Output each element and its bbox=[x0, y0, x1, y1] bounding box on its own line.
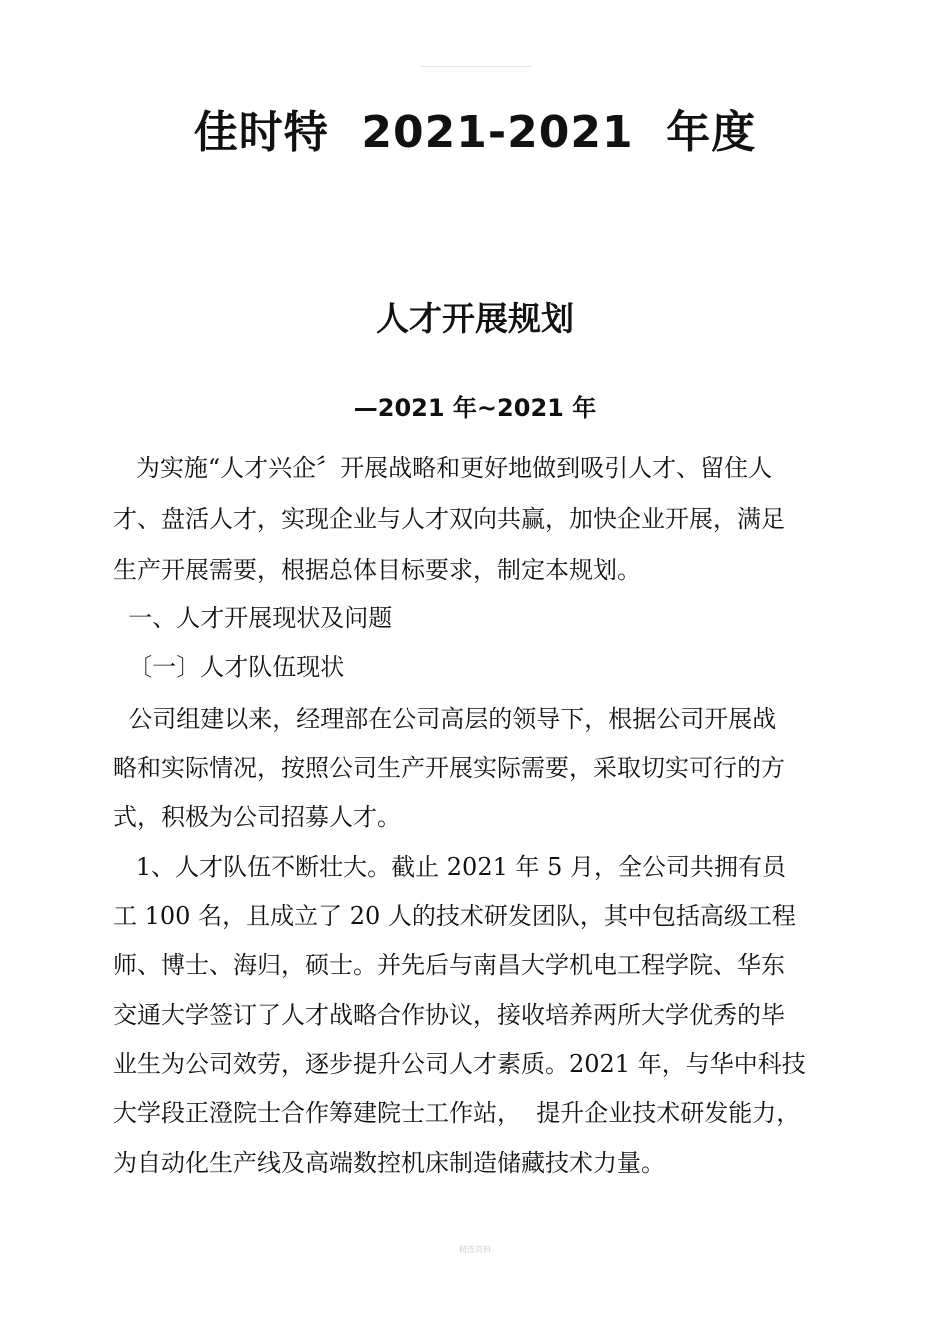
document-title: 佳时特 2021-2021 年度 bbox=[193, 107, 757, 158]
paragraph-line: 1、人才队伍不断壮大。截止 2021 年 5 月，全公司共拥有员 bbox=[113, 853, 787, 881]
paragraph-line: 生产开展需要，根据总体目标要求，制定本规划。 bbox=[113, 556, 641, 584]
paragraph-line: 略和实际情况，按照公司生产开展实际需要，采取切实可行的方 bbox=[113, 754, 785, 782]
paragraph-line: 交通大学签订了人才战略合作协议，接收培养两所大学优秀的毕 bbox=[113, 1001, 785, 1029]
paragraph-line: 式，积极为公司招募人才。 bbox=[113, 803, 401, 831]
header-rule bbox=[420, 66, 532, 67]
paragraph-line: 公司组建以来，经理部在公司高层的领导下，根据公司开展战 bbox=[113, 705, 777, 733]
paragraph-line: 为自动化生产线及高端数控机床制造储藏技术力量。 bbox=[113, 1149, 665, 1177]
footer-watermark: 精选资料 bbox=[459, 1245, 491, 1254]
paragraph-line: 为实施“人才兴企〞开展战略和更好地做到吸引人才、留住人 bbox=[113, 454, 773, 482]
paragraph-line: 业生为公司效劳，逐步提升公司人才素质。2021 年，与华中科技 bbox=[113, 1050, 806, 1078]
paragraph-line: 才、盘活人才，实现企业与人才双向共赢，加快企业开展，满足 bbox=[113, 505, 785, 533]
section-heading: 一、人才开展现状及问题 bbox=[113, 604, 393, 632]
subsection-heading: 〔一〕人才队伍现状 bbox=[113, 653, 345, 681]
paragraph-line: 工 100 名，且成立了 20 人的技术研发团队，其中包括高级工程 bbox=[113, 902, 796, 930]
plan-period: —2021 年~2021 年 bbox=[353, 394, 597, 422]
paragraph-line: 师、博士、海归，硕士。并先后与南昌大学机电工程学院、华东 bbox=[113, 951, 785, 979]
document-subtitle: 人才开展规划 bbox=[376, 299, 574, 338]
paragraph-line: 大学段正澄院士合作筹建院士工作站， 提升企业技术研发能力， bbox=[113, 1099, 801, 1127]
